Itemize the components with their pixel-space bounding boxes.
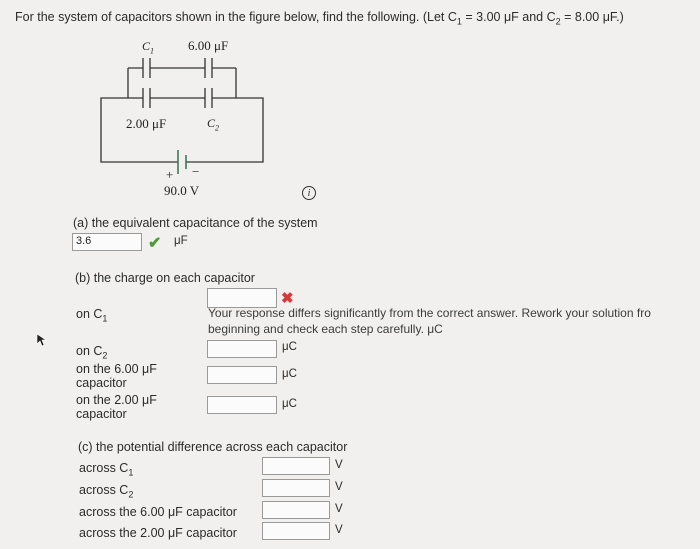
capacitor-c2-plates [205,88,212,108]
voltage-c1-unit: V [335,459,343,471]
mouse-cursor-icon [36,333,48,347]
feedback-message-line2: beginning and check each step carefully. μC [208,322,443,336]
correct-check-icon: ✔ [148,235,162,252]
equivalent-capacitance-input[interactable]: 3.6 [72,233,142,251]
charge-c2-input[interactable] [207,340,277,358]
label-c1: $C_1$ [142,39,155,56]
part-a-prompt: (a) the equivalent capacitance of the system [73,216,318,230]
battery-plus-sign: + [166,167,174,182]
across-c1-label: across $C_1$ [79,461,134,478]
across-2uF-label: across the 2.00 μF capacitor [79,526,237,540]
charge-2uF-input[interactable] [207,396,277,414]
charge-c2-unit: μC [282,341,297,353]
capacitor-6uF-plates [205,58,212,78]
voltage-6uF-unit: V [335,503,343,515]
on-c2-label: on $C_2$ [76,344,108,361]
voltage-c2-unit: V [335,481,343,493]
voltage-c1-input[interactable] [262,457,330,475]
info-icon[interactable]: i [302,186,316,200]
on-2uF-label-line2: capacitor [76,407,127,421]
on-2uF-label-line1: on the 2.00 μF [76,393,157,407]
on-c1-label: on $C_1$ [76,307,108,324]
label-c2: $C_2$ [207,116,220,133]
charge-2uF-unit: μC [282,398,297,410]
across-6uF-label: across the 6.00 μF capacitor [79,505,237,519]
voltage-6uF-input[interactable] [262,501,330,519]
on-6uF-label-line1: on the 6.00 μF [76,362,157,376]
voltage-2uF-unit: V [335,524,343,536]
label-2uF: 2.00 μF [126,116,167,131]
circuit-wire-right [186,98,263,162]
voltage-2uF-input[interactable] [262,522,330,540]
capacitor-c1-plates [143,58,150,78]
on-6uF-label-line2: capacitor [76,376,127,390]
part-c-prompt: (c) the potential difference across each capacitor [78,440,348,454]
label-6uF: 6.00 μF [188,38,229,53]
battery-voltage-label: 90.0 V [164,183,200,198]
part-a-unit: μF [174,235,188,247]
problem-statement: For the system of capacitors shown in the figure below, find the following. (Let $C_1 = 3.00$ μF and $C_2 = 8.00$ μF.) [15,10,624,27]
voltage-c2-input[interactable] [262,479,330,497]
incorrect-x-icon: ✖ [281,290,294,307]
capacitor-2uF-plates [143,88,150,108]
charge-6uF-unit: μC [282,368,297,380]
part-b-prompt: (b) the charge on each capacitor [75,271,255,285]
across-c2-label: across $C_2$ [79,483,134,500]
circuit-diagram [0,0,700,200]
charge-6uF-input[interactable] [207,366,277,384]
feedback-message-line1: Your response differs significantly from the correct answer. Rework your solution fro [208,306,651,320]
battery-minus-sign: − [192,164,200,179]
